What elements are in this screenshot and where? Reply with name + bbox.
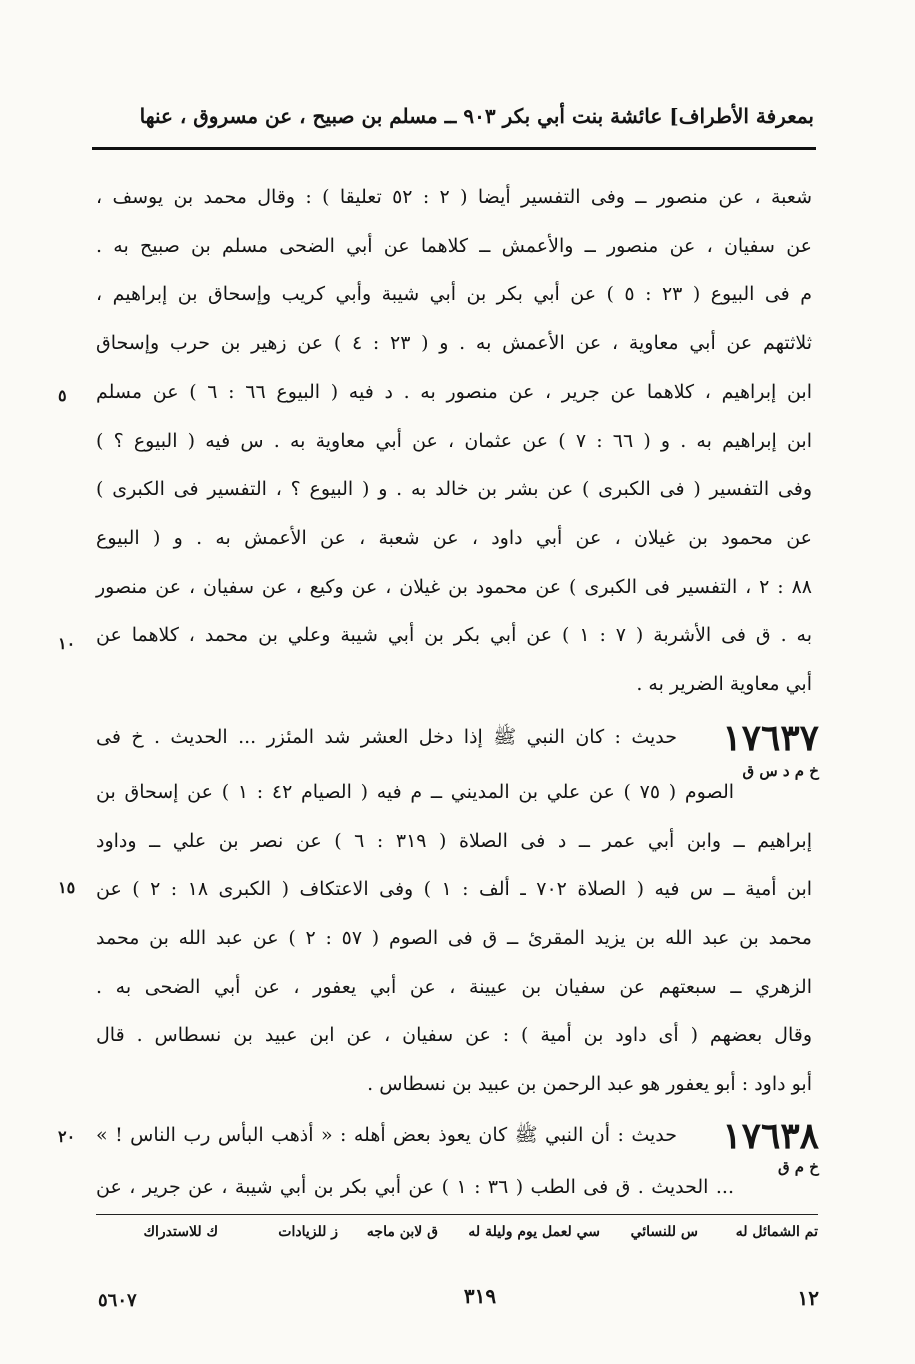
text-line: به . ق فى الأشربة ( ٧ : ١ ) عن أبي بكر بن أبي شيبة وعلي بن محمد ، كلاهما عن (96, 624, 812, 646)
footnote-item: سي لعمل يوم وليلة له (468, 1224, 600, 1240)
hadith-count: ٥٦٠٧ (98, 1290, 137, 1311)
text-line: الزهري ــ سبعتهم عن سفيان بن عيينة ، عن أبي يعفور ، عن أبي الضحى به . (96, 976, 812, 998)
text-line: ثلاثتهم عن أبي معاوية ، عن الأعمش به . و ( ٢٣ : ٤ ) عن زهير بن حرب وإسحاق (96, 332, 812, 354)
source-codes: خ م د س ق (742, 762, 819, 780)
text-line: حديث : كان النبي ﷺ إذا دخل العشر شد المئزر ... الحديث . خ فى (96, 726, 677, 748)
text-line: وفى التفسير ( فى الكبرى ) عن بشر بن خالد به . و ( البيوع ؟ ، التفسير فى الكبرى ) (96, 478, 812, 500)
running-header (92, 100, 814, 140)
text-line: عن سفيان ، عن منصور ــ والأعمش ــ كلاهما عن أبي الضحى مسلم بن صبيح به . (96, 235, 812, 257)
text-line: ابن إبراهيم به . و ( ٦٦ : ٧ ) عن عثمان ، عن أبي معاوية به . س فيه ( البيوع ؟ ) (96, 430, 812, 452)
text-line: وقال بعضهم ( أى داود بن أمية ) : عن سفيان ، عن ابن عبيد بن نسطاس . قال (96, 1024, 812, 1046)
text-line: شعبة ، عن منصور ــ وفى التفسير أيضا ( ٢ : ٥٢ تعليقا ) : وقال محمد بن يوسف ، (96, 186, 812, 208)
line-number-15: ١٥ (58, 878, 76, 897)
text-line: ابن إبراهيم ، كلاهما عن جرير ، عن منصور به . د فيه ( البيوع ٦٦ : ٦ ) عن مسلم (96, 381, 812, 403)
line-number-5: ٥ (58, 386, 67, 405)
header-text: بمعرفة الأطراف] عائشة بنت أبي بكر ٩٠٣ ــ مسلم بن صبيح ، عن مسروق ، عنها (139, 104, 814, 128)
text-line: ... الحديث . ق فى الطب ( ٣٦ : ١ ) عن أبي بكر بن أبي شيبة ، عن جرير ، عن (96, 1176, 734, 1198)
text-line: ابن أمية ــ س فيه ( الصلاة ٧٠٢ ـ ألف : ١ ) وفى الاعتكاف ( الكبرى ١٨ : ٢ ) عن (96, 878, 813, 900)
text-line: أبو داود : أبو يعفور هو عبد الرحمن بن عبيد بن نسطاس . (367, 1073, 812, 1095)
footnote-item: س للنسائي (630, 1224, 698, 1240)
footnote-item: ق لابن ماجه (366, 1224, 438, 1240)
header-rule (92, 147, 816, 150)
footnote-item: تم الشمائل له (735, 1224, 818, 1240)
hadith-number: ١٧٦٣٨ (722, 1115, 819, 1157)
text-line: الصوم ( ٧٥ ) عن علي بن المديني ــ م فيه ( الصيام ٤٢ : ١ ) عن إسحاق بن (96, 781, 735, 803)
line-number-20: ٢٠ (58, 1127, 76, 1146)
footnote-item: ك للاستدراك (143, 1224, 218, 1240)
text-line: حديث : أن النبي ﷺ كان يعوذ بعض أهله : « أذهب البأس رب الناس ! » (96, 1124, 677, 1146)
text-line: م فى البيوع ( ٢٣ : ٥ ) عن أبي بكر بن أبي شيبة وأبي كريب وإسحاق بن إبراهيم ، (96, 283, 812, 305)
abbreviation-key (96, 1224, 818, 1248)
text-line: أبي معاوية الضرير به . (636, 673, 812, 695)
text-line: إبراهيم ــ وابن أبي عمر ــ د فى الصلاة ( ٣١٩ : ٦ ) عن نصر بن علي ــ وداود (96, 830, 812, 852)
page-number: ٣١٩ (463, 1284, 497, 1308)
text-line: ٨٨ : ٢ ، التفسير فى الكبرى ) عن محمود بن غيلان ، عن وكيع ، عن سفيان ، عن منصور (96, 576, 812, 598)
continuation-paragraph (96, 180, 812, 695)
footnote-rule (96, 1214, 818, 1215)
text-line: عن محمود بن غيلان ، عن أبي داود ، عن شعبة ، عن الأعمش به . و ( البيوع (96, 527, 812, 549)
line-number-10: ١٠ (58, 634, 76, 653)
hadith-entry (96, 720, 812, 1110)
text-line: محمد بن عبد الله بن يزيد المقرئ ــ ق فى الصوم ( ٥٧ : ٢ ) عن عبد الله بن محمد (96, 927, 812, 949)
footnote-item: ز للزيادات (278, 1224, 338, 1240)
hadith-number: ١٧٦٣٧ (722, 717, 819, 759)
volume-number: ١٢ (797, 1286, 819, 1310)
hadith-entry (96, 1118, 812, 1208)
source-codes: خ م ق (777, 1158, 819, 1176)
